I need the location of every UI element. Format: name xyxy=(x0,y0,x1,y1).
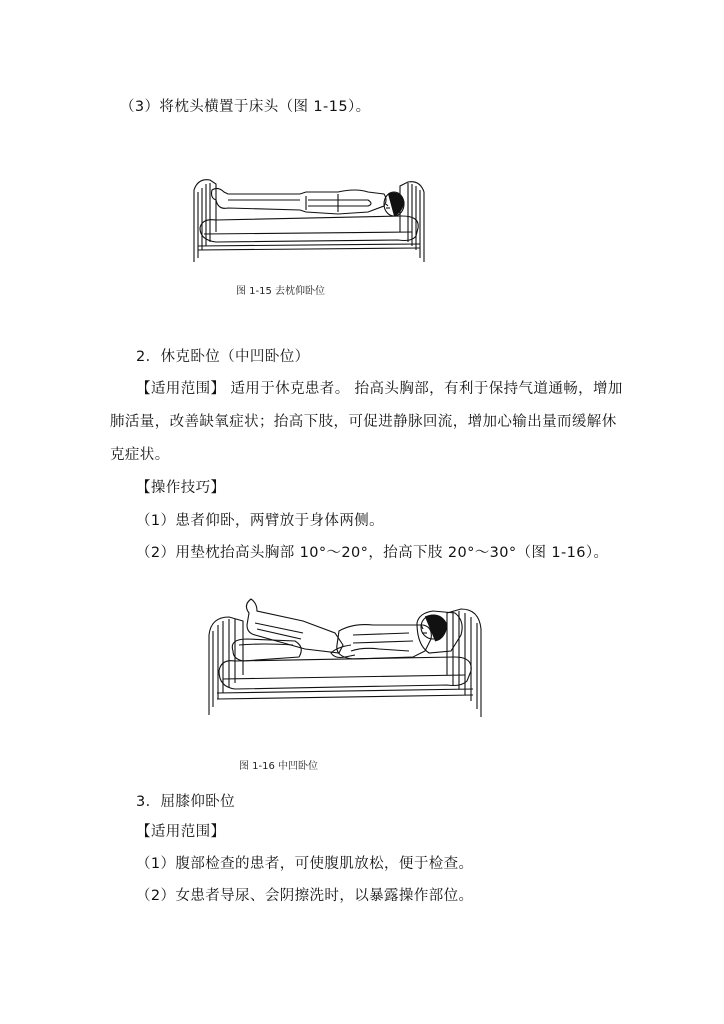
section-2-step-1: （1）患者仰卧，两臂放于身体两侧。 xyxy=(136,513,385,529)
section-2-technique-heading: 【操作技巧】 xyxy=(136,480,226,496)
figure-1-15-caption: 图 1-15 去枕仰卧位 xyxy=(236,286,326,297)
section-3-title: 3．屈膝仰卧位 xyxy=(136,794,236,810)
section-2-scope-line-3: 克症状。 xyxy=(110,447,170,463)
section-2-scope-line-2: 肺活量，改善缺氧症状；抬高下肢，可促进静脉回流，增加心输出量而缓解休 xyxy=(110,414,617,430)
section-3-item-2: （2）女患者导尿、会阴擦洗时，以暴露操作部位。 xyxy=(136,888,474,904)
section-3-scope-heading: 【适用范围】 xyxy=(136,824,226,840)
figure-1-16-illustration xyxy=(203,595,487,720)
step3-remove-pillow-text: （3）将枕头横置于床头（图 1-15）。 xyxy=(120,99,371,115)
figure-1-15-illustration xyxy=(188,170,432,266)
section-3-item-1: （1）腹部检查的患者，可使腹肌放松，便于检查。 xyxy=(136,856,474,872)
section-2-step-2: （2）用垫枕抬高头胸部 10°～20°，抬高下肢 20°～30°（图 1-16）。 xyxy=(136,545,609,561)
figure-1-16-caption: 图 1-16 中凹卧位 xyxy=(239,761,319,772)
section-2-title: 2．休克卧位（中凹卧位） xyxy=(136,349,310,365)
section-2-scope-line-1: 【适用范围】 适用于休克患者。 抬高头胸部，有利于保持气道通畅，增加 xyxy=(136,381,623,397)
